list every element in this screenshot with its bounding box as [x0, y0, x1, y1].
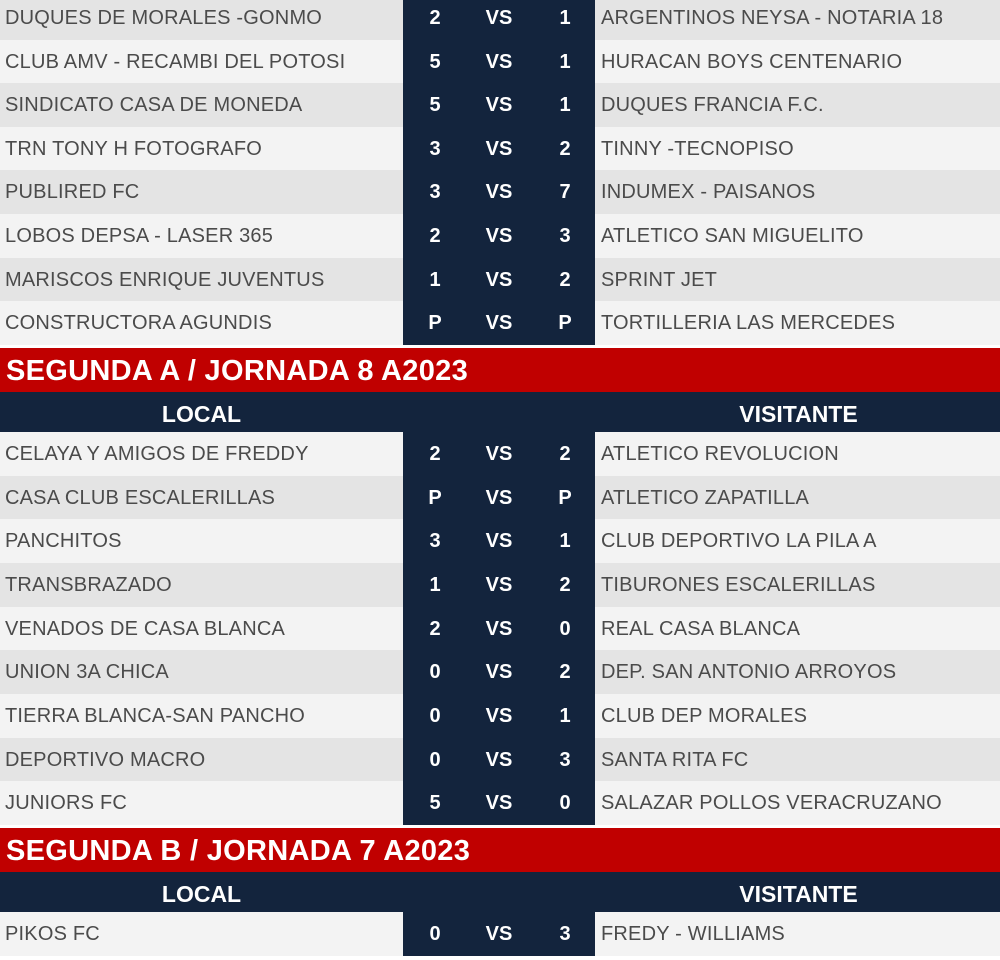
match-row: [0, 40, 1000, 84]
local-team: SINDICATO CASA DE MONEDA: [5, 94, 303, 116]
local-score: 5: [429, 792, 441, 814]
score-box: [403, 301, 595, 345]
local-score: 2: [429, 7, 441, 29]
section-title-text: SEGUNDA A / JORNADA 8 A2023: [6, 355, 469, 387]
visitor-score: 1: [559, 51, 571, 73]
vs-label: VS: [485, 225, 513, 247]
score-box: [403, 563, 595, 607]
visitor-score: 2: [559, 138, 571, 160]
score-box: [403, 127, 595, 171]
score-box: [403, 781, 595, 825]
local-score: 1: [429, 574, 441, 596]
local-score: P: [428, 487, 442, 509]
visitor-team: TIBURONES ESCALERILLAS: [601, 574, 876, 596]
visitor-score: P: [558, 312, 572, 334]
vs-label: VS: [485, 51, 513, 73]
vs-label: VS: [485, 618, 513, 640]
visitor-score: 2: [559, 661, 571, 683]
local-score: 0: [429, 705, 441, 727]
local-team: TIERRA BLANCA-SAN PANCHO: [5, 705, 306, 727]
local-team: VENADOS DE CASA BLANCA: [5, 618, 286, 640]
match-row: [0, 83, 1000, 127]
vs-label: VS: [485, 138, 513, 160]
local-score: 0: [429, 923, 441, 945]
score-box: [403, 432, 595, 476]
match-row: [0, 127, 1000, 171]
visitor-score: 2: [559, 269, 571, 291]
visitor-header: VISITANTE: [739, 401, 858, 427]
local-team: CELAYA Y AMIGOS DE FREDDY: [5, 443, 309, 465]
visitor-team: SPRINT JET: [601, 269, 718, 291]
score-box: [403, 83, 595, 127]
match-row: [0, 650, 1000, 694]
vs-label: VS: [485, 269, 513, 291]
local-score: 3: [429, 181, 441, 203]
local-team: CONSTRUCTORA AGUNDIS: [5, 312, 272, 334]
local-score: 5: [429, 51, 441, 73]
visitor-team: FREDY - WILLIAMS: [601, 923, 785, 945]
match-row: [0, 563, 1000, 607]
local-team: DUQUES DE MORALES -GONMO: [5, 7, 323, 29]
visitor-team: CLUB DEP MORALES: [601, 705, 808, 727]
visitor-score: 1: [559, 94, 571, 116]
visitor-score: 1: [559, 530, 571, 552]
vs-label: VS: [485, 749, 513, 771]
match-row: [0, 432, 1000, 476]
match-row: [0, 781, 1000, 825]
visitor-team: CLUB DEPORTIVO LA PILA A: [601, 530, 877, 552]
local-team: PUBLIRED FC: [5, 181, 140, 203]
local-score: 5: [429, 94, 441, 116]
vs-label: VS: [485, 312, 513, 334]
visitor-score: 1: [559, 705, 571, 727]
visitor-score: 1: [559, 7, 571, 29]
local-team: CASA CLUB ESCALERILLAS: [5, 487, 276, 509]
match-row: [0, 607, 1000, 651]
local-score: 3: [429, 530, 441, 552]
visitor-score: 3: [559, 225, 571, 247]
visitor-team: SALAZAR POLLOS VERACRUZANO: [601, 792, 942, 814]
vs-label: VS: [485, 705, 513, 727]
section-title-text: SEGUNDA B / JORNADA 7 A2023: [6, 835, 471, 867]
visitor-team: INDUMEX - PAISANOS: [601, 181, 816, 203]
vs-label: VS: [485, 661, 513, 683]
local-team: MARISCOS ENRIQUE JUVENTUS: [5, 269, 325, 291]
visitor-team: DEP. SAN ANTONIO ARROYOS: [601, 661, 897, 683]
local-team: TRN TONY H FOTOGRAFO: [5, 138, 262, 160]
score-box: [403, 738, 595, 782]
visitor-score: 3: [559, 749, 571, 771]
score-box: [403, 519, 595, 563]
score-box: [403, 476, 595, 520]
match-row: [0, 519, 1000, 563]
vs-label: VS: [485, 181, 513, 203]
visitor-score: 7: [559, 181, 571, 203]
local-team: TRANSBRAZADO: [5, 574, 172, 596]
visitor-team: DUQUES FRANCIA F.C.: [601, 94, 824, 116]
visitor-header: VISITANTE: [739, 881, 858, 907]
visitor-score: 2: [559, 574, 571, 596]
local-score: 0: [429, 749, 441, 771]
vs-label: VS: [485, 530, 513, 552]
vs-label: VS: [485, 487, 513, 509]
visitor-score: 0: [559, 792, 571, 814]
local-score: 2: [429, 443, 441, 465]
score-box: [403, 170, 595, 214]
visitor-team: SANTA RITA FC: [601, 749, 749, 771]
local-score: 2: [429, 618, 441, 640]
visitor-team: ARGENTINOS NEYSA - NOTARIA 18: [601, 7, 944, 29]
local-team: PANCHITOS: [5, 530, 122, 552]
score-box: [403, 214, 595, 258]
match-row: [0, 0, 1000, 40]
local-team: PIKOS FC: [5, 923, 100, 945]
local-score: 1: [429, 269, 441, 291]
local-header: LOCAL: [161, 401, 242, 427]
match-row: [0, 738, 1000, 782]
section-title-segunda-b: [0, 828, 1000, 872]
section-title-segunda-a: [0, 348, 1000, 392]
match-row: [0, 170, 1000, 214]
match-row: [0, 301, 1000, 345]
vs-label: VS: [485, 7, 513, 29]
visitor-team: HURACAN BOYS CENTENARIO: [601, 51, 903, 73]
local-team: DEPORTIVO MACRO: [5, 749, 206, 771]
visitor-team: ATLETICO ZAPATILLA: [601, 487, 810, 509]
visitor-score: 0: [559, 618, 571, 640]
score-box: [403, 694, 595, 738]
visitor-team: REAL CASA BLANCA: [601, 618, 801, 640]
match-row: [0, 476, 1000, 520]
vs-label: VS: [485, 94, 513, 116]
visitor-team: ATLETICO SAN MIGUELITO: [601, 225, 864, 247]
match-row: [0, 694, 1000, 738]
visitor-score: P: [558, 487, 572, 509]
score-box: [403, 607, 595, 651]
visitor-team: ATLETICO REVOLUCION: [601, 443, 839, 465]
visitor-team: TINNY -TECNOPISO: [601, 138, 794, 160]
vs-label: VS: [485, 923, 513, 945]
local-team: LOBOS DEPSA - LASER 365: [5, 225, 274, 247]
local-score: 3: [429, 138, 441, 160]
column-header: [0, 872, 1000, 916]
local-score: P: [428, 312, 442, 334]
visitor-score: 3: [559, 923, 571, 945]
local-header: LOCAL: [161, 881, 242, 907]
score-box: [403, 0, 595, 40]
score-box: [403, 40, 595, 84]
visitor-team: TORTILLERIA LAS MERCEDES: [601, 312, 896, 334]
vs-label: VS: [485, 574, 513, 596]
local-score: 0: [429, 661, 441, 683]
vs-label: VS: [485, 443, 513, 465]
local-team: CLUB AMV - RECAMBI DEL POTOSI: [5, 51, 346, 73]
score-box: [403, 258, 595, 302]
score-box: [403, 912, 595, 956]
match-row: [0, 912, 1000, 956]
match-row: [0, 258, 1000, 302]
local-team: UNION 3A CHICA: [5, 661, 169, 683]
match-row: [0, 214, 1000, 258]
score-box: [403, 650, 595, 694]
vs-label: VS: [485, 792, 513, 814]
column-header: [0, 392, 1000, 436]
local-score: 2: [429, 225, 441, 247]
visitor-score: 2: [559, 443, 571, 465]
local-team: JUNIORS FC: [5, 792, 127, 814]
